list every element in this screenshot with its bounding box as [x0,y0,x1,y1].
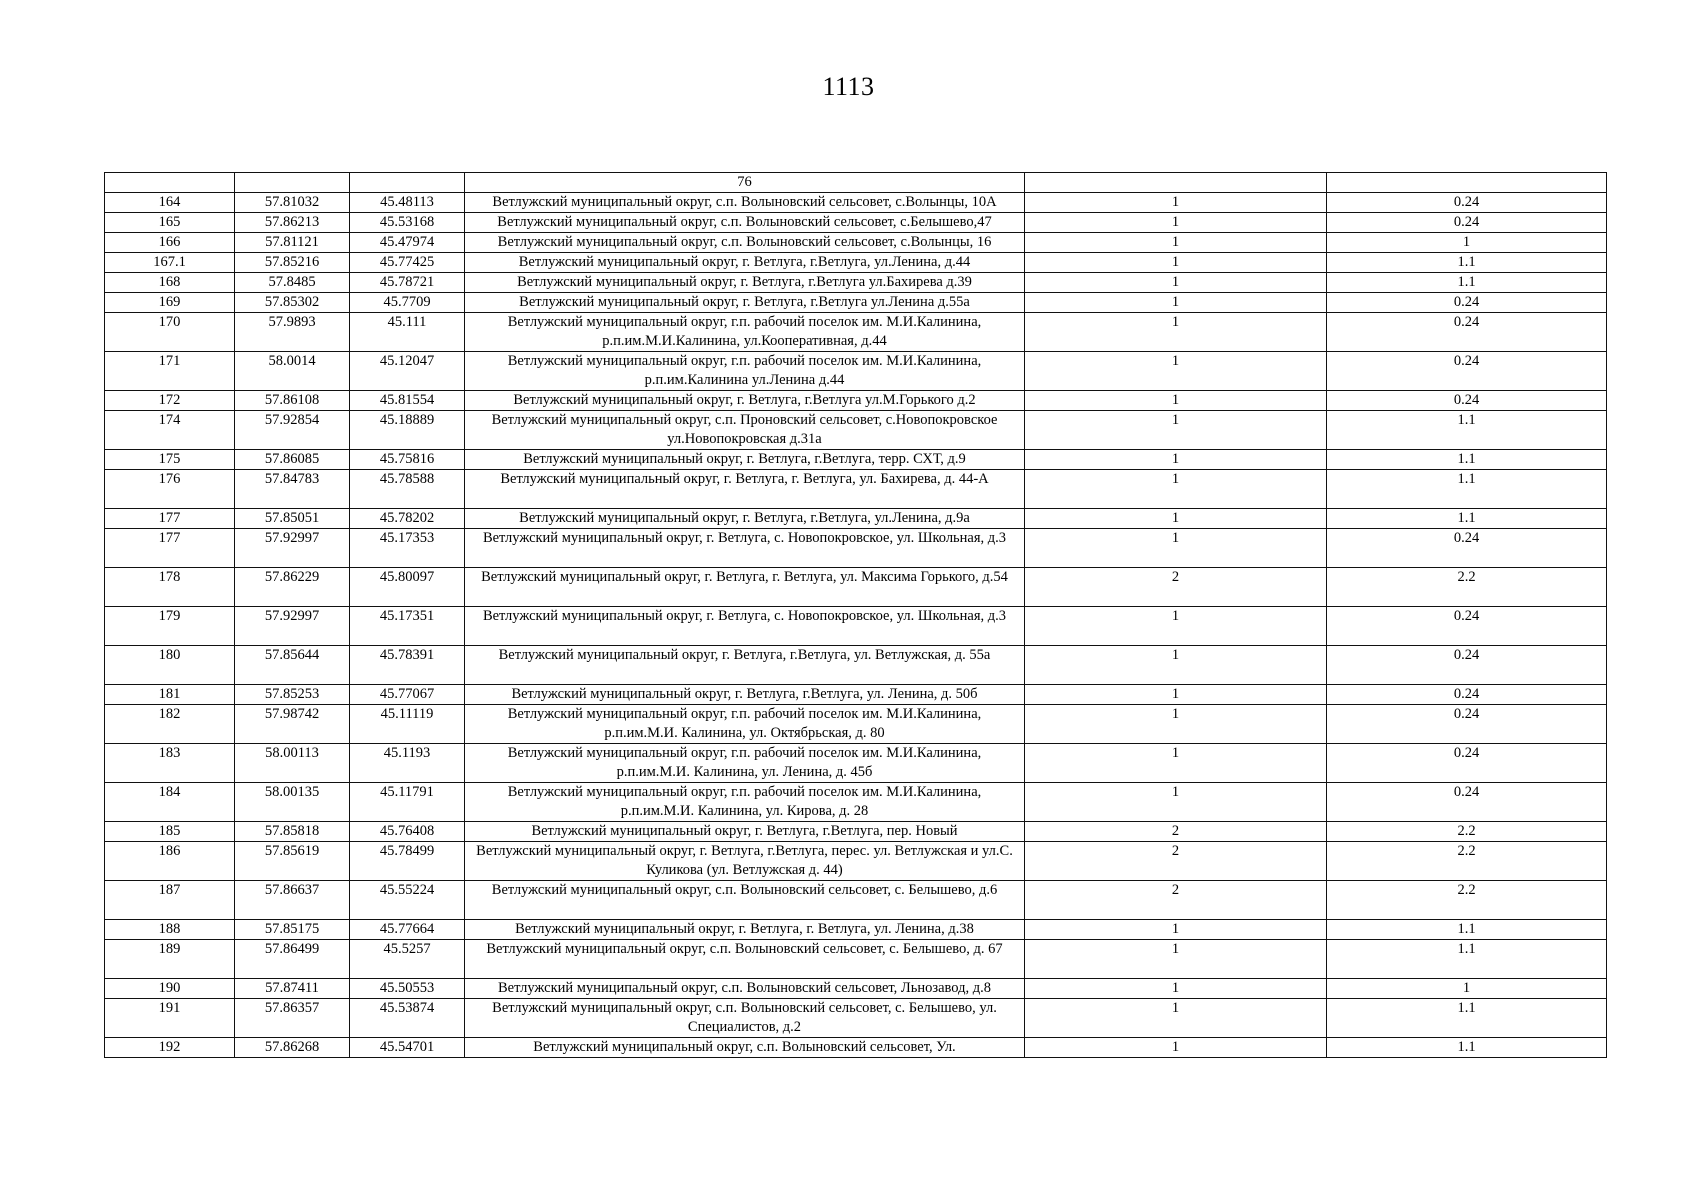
cell-value: 0.24 [1327,783,1607,822]
cell-lat: 57.85253 [235,685,350,705]
cell-count: 1 [1025,999,1327,1038]
cell-num: 188 [105,920,235,940]
cell-value: 1.1 [1327,273,1607,293]
cell-lon: 45.80097 [350,568,465,607]
cell-count: 1 [1025,411,1327,450]
cell-value: 0.24 [1327,744,1607,783]
cell-count: 1 [1025,193,1327,213]
cell-lat: 57.9893 [235,313,350,352]
cell-address: Ветлужский муниципальный округ, с.п. Волыновский сельсовет, с.Белышево,47 [465,213,1025,233]
cell-value: 1.1 [1327,411,1607,450]
table-row [105,529,1607,568]
cell-lat: 57.86499 [235,940,350,979]
cell-lat: 57.8485 [235,273,350,293]
cell-lat: 57.98742 [235,705,350,744]
cell-address: Ветлужский муниципальный округ, с.п. Волыновский сельсовет, с. Белышево, д. 67 [465,940,1025,979]
table-row [105,313,1607,352]
cell-lat: 57.86268 [235,1038,350,1058]
cell-address: Ветлужский муниципальный округ, с.п. Волыновский сельсовет, с. Белышево, ул. Специалистов, д.2 [465,999,1025,1038]
cell-lon: 45.18889 [350,411,465,450]
table-row [105,822,1607,842]
table-row [105,411,1607,450]
cell-num: 170 [105,313,235,352]
cell-lat: 57.86085 [235,450,350,470]
cell-address: Ветлужский муниципальный округ, г. Ветлуга, г.Ветлуга, ул. Ленина, д. 50б [465,685,1025,705]
cell-lat: 57.85619 [235,842,350,881]
cell-lat: 57.86229 [235,568,350,607]
page-number: 1113 [822,72,875,101]
cell-address: Ветлужский муниципальный округ, г. Ветлуга, г.Ветлуга ул.М.Горького д.2 [465,391,1025,411]
cell-lon: 45.54701 [350,1038,465,1058]
cell-num: 179 [105,607,235,646]
cell-lat: 57.81121 [235,233,350,253]
cell-num: 172 [105,391,235,411]
cell-num: 180 [105,646,235,685]
table-row [105,193,1607,213]
cell-value: 1.1 [1327,253,1607,273]
cell-address: Ветлужский муниципальный округ, г. Ветлуга, г.Ветлуга, терр. СХТ, д.9 [465,450,1025,470]
cell-value: 1.1 [1327,920,1607,940]
table-row [105,685,1607,705]
cell-num: 169 [105,293,235,313]
cell-value: 1 [1327,979,1607,999]
cell-lat: 57.86108 [235,391,350,411]
cell-value: 1.1 [1327,940,1607,979]
cell-lat: 58.0014 [235,352,350,391]
cell-value: 2.2 [1327,881,1607,920]
cell-address: Ветлужский муниципальный округ, г. Ветлуга, г.Ветлуга, ул.Ленина, д.44 [465,253,1025,273]
cell-lon: 45.77664 [350,920,465,940]
cell-num: 182 [105,705,235,744]
cell-num: 190 [105,979,235,999]
cell-value: 0.24 [1327,607,1607,646]
cell-lat [235,173,350,193]
cell-value: 1.1 [1327,999,1607,1038]
cell-lat: 57.85644 [235,646,350,685]
table-row [105,881,1607,920]
cell-lon: 45.7709 [350,293,465,313]
table-row [105,568,1607,607]
cell-lat: 57.85216 [235,253,350,273]
cell-num: 184 [105,783,235,822]
cell-lat: 57.86357 [235,999,350,1038]
cell-address: Ветлужский муниципальный округ, г.п. рабочий поселок им. М.И.Калинина, р.п.им.Калинина ул.Ленина д.44 [465,352,1025,391]
table-row [105,940,1607,979]
cell-count: 1 [1025,529,1327,568]
cell-value: 0.24 [1327,529,1607,568]
cell-value: 0.24 [1327,313,1607,352]
table-row [105,509,1607,529]
cell-address: Ветлужский муниципальный округ, г. Ветлуга, г.Ветлуга, перес. ул. Ветлужская и ул.С. Куликова (ул. Ветлужская д. 44) [465,842,1025,881]
cell-address: Ветлужский муниципальный округ, г.п. рабочий поселок им. М.И.Калинина, р.п.им.М.И. Калинина, ул. Октябрьская, д. 80 [465,705,1025,744]
cell-lon: 45.78588 [350,470,465,509]
table-row [105,842,1607,881]
cell-lat: 57.87411 [235,979,350,999]
cell-count: 1 [1025,705,1327,744]
cell-num: 186 [105,842,235,881]
registry-table [104,172,1607,1058]
cell-num: 178 [105,568,235,607]
cell-count: 1 [1025,783,1327,822]
cell-count [1025,173,1327,193]
cell-lon: 45.11119 [350,705,465,744]
cell-lon: 45.5257 [350,940,465,979]
cell-lat: 57.84783 [235,470,350,509]
cell-num: 185 [105,822,235,842]
cell-lat: 58.00113 [235,744,350,783]
cell-address: Ветлужский муниципальный округ, г. Ветлуга, г. Ветлуга, ул. Ленина, д.38 [465,920,1025,940]
continuation-row [105,173,1607,193]
table-row [105,273,1607,293]
table-row [105,470,1607,509]
table-row [105,783,1607,822]
cell-value: 0.24 [1327,293,1607,313]
cell-count: 1 [1025,213,1327,233]
table-row [105,979,1607,999]
cell-num: 177 [105,509,235,529]
cell-lat: 57.81032 [235,193,350,213]
cell-address: Ветлужский муниципальный округ, г.п. рабочий поселок им. М.И.Калинина, р.п.им.М.И.Калинина, ул.Кооперативная, д.44 [465,313,1025,352]
cell-num: 166 [105,233,235,253]
cell-count: 1 [1025,470,1327,509]
cell-address: Ветлужский муниципальный округ, с.п. Проновский сельсовет, с.Новопокровское ул.Новопокровская д.31а [465,411,1025,450]
cell-value: 1 [1327,233,1607,253]
cell-count: 1 [1025,607,1327,646]
cell-count: 1 [1025,1038,1327,1058]
cell-address: Ветлужский муниципальный округ, с.п. Волыновский сельсовет, Ул. [465,1038,1025,1058]
cell-num: 187 [105,881,235,920]
cell-address: Ветлужский муниципальный округ, г. Ветлуга, г. Ветлуга, ул. Максима Горького, д.54 [465,568,1025,607]
table-row [105,744,1607,783]
cell-lon: 45.78202 [350,509,465,529]
cell-lat: 57.85302 [235,293,350,313]
cell-value: 1.1 [1327,450,1607,470]
cell-address: Ветлужский муниципальный округ, г. Ветлуга, г. Ветлуга, ул. Бахирева, д. 44-А [465,470,1025,509]
cell-address: Ветлужский муниципальный округ, с.п. Волыновский сельсовет, с. Белышево, д.6 [465,881,1025,920]
cell-address: Ветлужский муниципальный округ, с.п. Волыновский сельсовет, с.Волынцы, 16 [465,233,1025,253]
cell-count: 1 [1025,509,1327,529]
cell-value: 0.24 [1327,352,1607,391]
cell-value: 1.1 [1327,470,1607,509]
cell-num [105,173,235,193]
cell-count: 1 [1025,352,1327,391]
table-row [105,920,1607,940]
cell-count: 1 [1025,450,1327,470]
cell-address: Ветлужский муниципальный округ, г. Ветлуга, г.Ветлуга ул.Ленина д.55а [465,293,1025,313]
cell-num: 164 [105,193,235,213]
cell-count: 2 [1025,822,1327,842]
cell-lon: 45.77067 [350,685,465,705]
cell-count: 2 [1025,842,1327,881]
cell-value: 2.2 [1327,822,1607,842]
table-row [105,233,1607,253]
cell-lon: 45.76408 [350,822,465,842]
cell-count: 1 [1025,233,1327,253]
cell-address: Ветлужский муниципальный округ, г. Ветлуга, с. Новопокровское, ул. Школьная, д.3 [465,607,1025,646]
cell-address: Ветлужский муниципальный округ, г.п. рабочий поселок им. М.И.Калинина, р.п.им.М.И. Калинина, ул. Ленина, д. 45б [465,744,1025,783]
cell-count: 1 [1025,391,1327,411]
cell-lat: 57.92997 [235,529,350,568]
cell-count: 1 [1025,940,1327,979]
cell-value: 0.24 [1327,193,1607,213]
cell-lon: 45.77425 [350,253,465,273]
cell-lon: 45.17351 [350,607,465,646]
cell-num: 181 [105,685,235,705]
cell-lon: 45.78721 [350,273,465,293]
cell-num: 168 [105,273,235,293]
cell-lon: 45.111 [350,313,465,352]
cell-lon: 45.53874 [350,999,465,1038]
cell-count: 1 [1025,744,1327,783]
cell-lon: 45.12047 [350,352,465,391]
cell-num: 175 [105,450,235,470]
cell-value: 1.1 [1327,509,1607,529]
cell-count: 1 [1025,253,1327,273]
cell-lon: 45.50553 [350,979,465,999]
cell-value: 0.24 [1327,705,1607,744]
cell-lon: 45.75816 [350,450,465,470]
table-row [105,646,1607,685]
cell-lon: 45.48113 [350,193,465,213]
cell-count: 1 [1025,979,1327,999]
cell-num: 191 [105,999,235,1038]
cell-num: 165 [105,213,235,233]
table-row [105,999,1607,1038]
cell-address: Ветлужский муниципальный округ, с.п. Волыновский сельсовет, Льнозавод, д.8 [465,979,1025,999]
cell-address: 76 [465,173,1025,193]
table-row [105,293,1607,313]
cell-num: 171 [105,352,235,391]
cell-lat: 57.92997 [235,607,350,646]
cell-count: 1 [1025,920,1327,940]
cell-value: 0.24 [1327,685,1607,705]
cell-address: Ветлужский муниципальный округ, г. Ветлуга, г.Ветлуга, пер. Новый [465,822,1025,842]
cell-lon: 45.78391 [350,646,465,685]
cell-num: 189 [105,940,235,979]
table-body [105,173,1607,1058]
cell-value: 0.24 [1327,646,1607,685]
table-row [105,352,1607,391]
table-row [105,705,1607,744]
cell-value: 2.2 [1327,568,1607,607]
table-row [105,450,1607,470]
table-row [105,213,1607,233]
cell-num: 183 [105,744,235,783]
cell-lat: 57.85818 [235,822,350,842]
cell-lat: 58.00135 [235,783,350,822]
cell-lat: 57.85175 [235,920,350,940]
cell-count: 1 [1025,646,1327,685]
cell-count: 1 [1025,685,1327,705]
cell-value: 0.24 [1327,391,1607,411]
cell-num: 176 [105,470,235,509]
cell-num: 177 [105,529,235,568]
cell-address: Ветлужский муниципальный округ, г. Ветлуга, г.Ветлуга, ул. Ветлужская, д. 55а [465,646,1025,685]
cell-num: 167.1 [105,253,235,273]
cell-address: Ветлужский муниципальный округ, с.п. Волыновский сельсовет, с.Волынцы, 10А [465,193,1025,213]
cell-address: Ветлужский муниципальный округ, г.п. рабочий поселок им. М.И.Калинина, р.п.им.М.И. Калинина, ул. Кирова, д. 28 [465,783,1025,822]
cell-address: Ветлужский муниципальный округ, г. Ветлуга, с. Новопокровское, ул. Школьная, д.3 [465,529,1025,568]
cell-lon: 45.17353 [350,529,465,568]
cell-address: Ветлужский муниципальный округ, г. Ветлуга, г.Ветлуга ул.Бахирева д.39 [465,273,1025,293]
cell-lon: 45.78499 [350,842,465,881]
cell-value: 0.24 [1327,213,1607,233]
cell-lon: 45.81554 [350,391,465,411]
table-row [105,253,1607,273]
cell-count: 1 [1025,273,1327,293]
cell-lon: 45.55224 [350,881,465,920]
cell-value [1327,173,1607,193]
cell-value: 2.2 [1327,842,1607,881]
cell-lat: 57.86213 [235,213,350,233]
cell-lat: 57.92854 [235,411,350,450]
cell-num: 174 [105,411,235,450]
cell-lon [350,173,465,193]
cell-lon: 45.53168 [350,213,465,233]
cell-lat: 57.86637 [235,881,350,920]
table-row [105,1038,1607,1058]
cell-lon: 45.1193 [350,744,465,783]
table-row [105,391,1607,411]
cell-address: Ветлужский муниципальный округ, г. Ветлуга, г.Ветлуга, ул.Ленина, д.9а [465,509,1025,529]
cell-lon: 45.47974 [350,233,465,253]
cell-lon: 45.11791 [350,783,465,822]
table-row [105,607,1607,646]
cell-count: 2 [1025,881,1327,920]
cell-count: 1 [1025,313,1327,352]
cell-lat: 57.85051 [235,509,350,529]
cell-count: 1 [1025,293,1327,313]
cell-value: 1.1 [1327,1038,1607,1058]
cell-num: 192 [105,1038,235,1058]
cell-count: 2 [1025,568,1327,607]
